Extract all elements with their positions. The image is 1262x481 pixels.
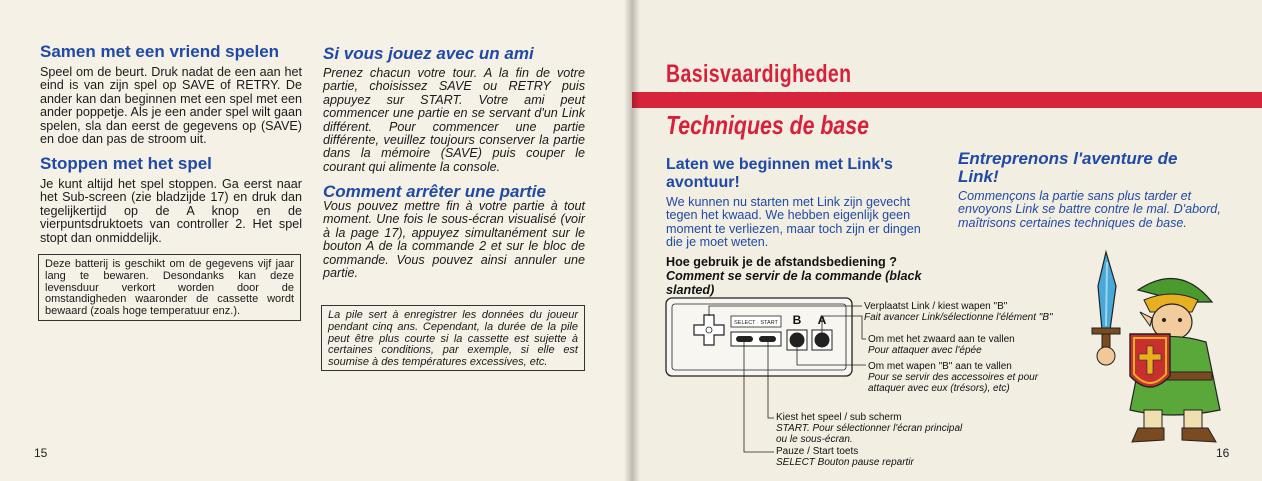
b-button-icon xyxy=(790,333,805,348)
page-16 xyxy=(632,0,1262,481)
label-start: Kiest het speel / sub scherm START. Pour sélectionner l'écran principal ou le sous-écran. xyxy=(776,412,963,445)
paragraph-stoppen: Je kunt altijd het spel stoppen. Ga eerst naar het Sub-screen (zie bladzijde 17) en druk dan tegelijkertijd op de A knop en de vierpuntsdruktoets van controller 2. Het spel stopt dan onmiddelijk. xyxy=(40,177,302,245)
book-gutter xyxy=(624,0,640,481)
paragraph-laten: We kunnen nu starten met Link zijn gevecht tegen het kwaad. We hebben eigenlijk geen moment te verliezen, maar toch zijn er dingen die je moet weten. xyxy=(666,195,921,250)
page-number-left: 15 xyxy=(34,446,48,460)
start-button-icon xyxy=(759,336,776,342)
a-button-icon xyxy=(815,333,830,348)
heading-controller-fr: Comment se servir de la commande (black slanted) xyxy=(666,269,922,297)
paragraph-comment-arreter: Vous pouvez mettre fin à votre partie à tout moment. Une fois le sous-écran visualisé (voir à la page 17), appuyez simultanément sur le bouton A de la commande 2 et sur le bloc de commande. Vous pouvez ainsi annuler une partie. xyxy=(323,199,585,281)
heading-comment-arreter: Comment arrêter une partie xyxy=(323,182,546,201)
link-character-illustration xyxy=(1092,252,1220,442)
paragraph-entreprenons: Commençons la partie sans plus tarder et envoyons Link se battre contre le mal. D'abord, maîtrisons certaines techniques de base. xyxy=(958,189,1221,230)
heading-samen: Samen met een vriend spelen xyxy=(40,42,280,61)
heading-laten: Laten we beginnen met Link's avontuur! xyxy=(666,156,893,191)
paragraph-si-vous: Prenez chacun votre tour. A la fin de votre partie, choisissez SAVE ou RETRY puis appuyez sur START. Votre ami peut commencer une partie en se servant d'un Link différent. Pour commencer une partie différente, veuillez toujours conserver la partie dans la mémoire (SAVE) puis couper le courant qui alimente la console. xyxy=(323,66,585,174)
b-label: B xyxy=(792,313,802,327)
select-start-text: SELECT · START xyxy=(734,320,778,326)
label-a-button: Om met het zwaard aan te vallen Pour attaquer avec l'épée xyxy=(868,334,1015,356)
heading-controller-nl: Hoe gebruik je de afstandsbediening ? xyxy=(666,255,897,269)
heading-stoppen: Stoppen met het spel xyxy=(40,154,212,173)
title-techniques: Techniques de base xyxy=(666,110,870,140)
title-basisvaardigheden: Basisvaardigheden xyxy=(666,60,852,88)
label-select: Pauze / Start toets SELECT Bouton pause repartir xyxy=(776,446,914,468)
label-b-button: Om met wapen "B" aan te vallen Pour se servir des accessoires et pour attaquer avec eux (trésors), etc) xyxy=(868,361,1039,394)
label-dpad: Verplaatst Link / kiest wapen "B" Fait avancer Link/sélectionne l'élément "B" xyxy=(864,301,1053,323)
battery-note-fr: La pile sert à enregistrer les données du joueur pendant cinq ans. Cependant, la durée de la pile peut être plus courte si la cassette est sujette à certaines conditions, par exemple, si elle est soumise à des températures excessives, etc. xyxy=(321,305,585,371)
battery-note-nl: Deze batterij is geschikt om de gegevens vijf jaar lang te bewaren. Desondanks kan deze levensduur verkort worden door de omstandigheden waaronder de cassette wordt bewaard (zoals hoge temperatuur enz.). xyxy=(38,254,301,321)
heading-entreprenons: Entreprenons l'aventure de Link! xyxy=(958,149,1178,186)
page-number-right: 16 xyxy=(1216,446,1230,460)
a-label: A xyxy=(817,313,827,327)
select-button-icon xyxy=(736,336,753,342)
controller-diagram xyxy=(632,0,1262,481)
paragraph-samen: Speel om de beurt. Druk nadat de een aan het eind is van zijn spel op SAVE of RETRY. De ander kan dan beginnen met een spel met een ander poppetje. Als je een ander spel wilt gaan spelen, sla dan eerst de gegevens op (SAVE) en doe dan pas de stroom uit. xyxy=(40,65,302,147)
heading-si-vous: Si vous jouez avec un ami xyxy=(323,44,534,63)
